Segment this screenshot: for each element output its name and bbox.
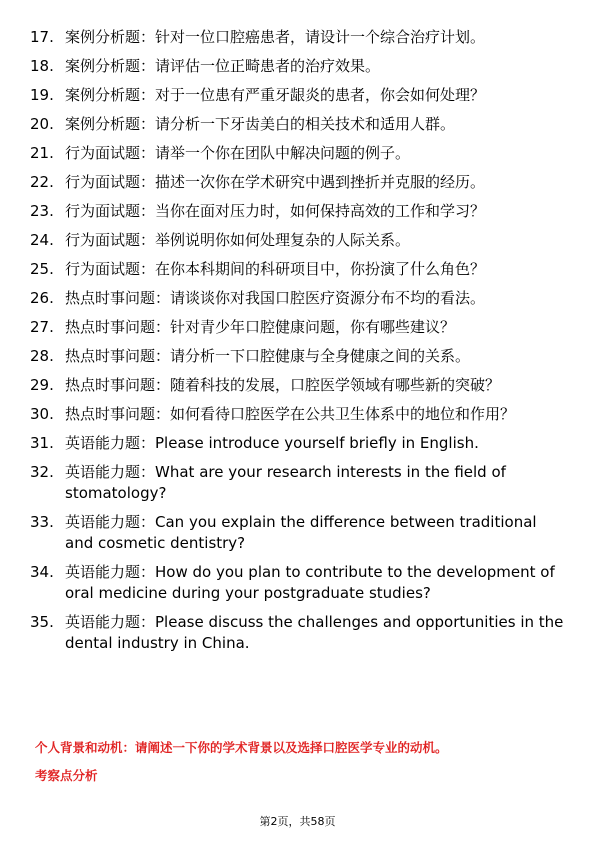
question-category: 英语能力题：	[65, 463, 156, 481]
question-number: 24.	[30, 231, 54, 249]
question-item	[30, 56, 565, 77]
question-item	[30, 143, 565, 164]
question-item	[30, 288, 565, 309]
question-category: 热点时事问题：	[65, 318, 171, 336]
question-text: 当你在面对压力时，如何保持高效的工作和学习？	[155, 202, 486, 220]
question-item	[30, 562, 565, 604]
question-number: 23.	[30, 202, 54, 220]
question-text: How do you plan to contribute to the development of oral medicine during your postgraduate studies?	[65, 563, 555, 602]
question-text: Please introduce yourself briefly in English.	[155, 434, 479, 452]
question-number: 22.	[30, 173, 54, 191]
question-text: 对于一位患有严重牙龈炎的患者，你会如何处理？	[155, 86, 486, 104]
question-item	[30, 259, 565, 280]
question-category: 行为面试题：	[65, 202, 156, 220]
question-category: 案例分析题：	[65, 86, 156, 104]
question-item	[30, 85, 565, 106]
question-number: 17.	[30, 28, 54, 46]
question-item	[30, 201, 565, 222]
question-category: 行为面试题：	[65, 231, 156, 249]
question-category: 案例分析题：	[65, 115, 156, 133]
question-text: 在你本科期间的科研项目中，你扮演了什么角色？	[155, 260, 486, 278]
question-text: Can you explain the difference between traditional and cosmetic dentistry?	[65, 513, 537, 552]
question-category: 热点时事问题：	[65, 376, 171, 394]
question-text: 如何看待口腔医学在公共卫生体系中的地位和作用？	[170, 405, 516, 423]
section-subheading: 考察点分析	[35, 768, 98, 783]
question-category: 英语能力题：	[65, 434, 156, 452]
question-category: 行为面试题：	[65, 260, 156, 278]
question-item	[30, 317, 565, 338]
question-text: 举例说明你如何处理复杂的人际关系。	[155, 231, 411, 249]
question-number: 20.	[30, 115, 54, 133]
question-category: 英语能力题：	[65, 563, 156, 581]
question-category: 行为面试题：	[65, 173, 156, 191]
section-highlight: 个人背景和动机：请阐述一下你的学术背景以及选择口腔医学专业的动机。	[35, 740, 448, 755]
question-number: 28.	[30, 347, 54, 365]
question-item	[30, 346, 565, 367]
question-category: 热点时事问题：	[65, 347, 171, 365]
question-item	[30, 27, 565, 48]
question-item	[30, 404, 565, 425]
question-text: 请评估一位正畸患者的治疗效果。	[155, 57, 381, 75]
question-number: 34.	[30, 563, 54, 581]
question-text: 描述一次你在学术研究中遇到挫折并克服的经历。	[155, 173, 486, 191]
question-category: 热点时事问题：	[65, 405, 171, 423]
question-category: 行为面试题：	[65, 144, 156, 162]
question-category: 案例分析题：	[65, 57, 156, 75]
question-item	[30, 114, 565, 135]
question-number: 30.	[30, 405, 54, 423]
question-text: 随着科技的发展，口腔医学领域有哪些新的突破？	[170, 376, 501, 394]
question-category: 案例分析题：	[65, 28, 156, 46]
question-text: What are your research interests in the field of stomatology?	[65, 463, 506, 502]
question-text: 针对青少年口腔健康问题，你有哪些建议？	[170, 318, 456, 336]
question-item	[30, 462, 565, 504]
question-number: 25.	[30, 260, 54, 278]
question-number: 26.	[30, 289, 54, 307]
question-number: 27.	[30, 318, 54, 336]
question-text: 请谈谈你对我国口腔医疗资源分布不均的看法。	[170, 289, 486, 307]
question-text: 请举一个你在团队中解决问题的例子。	[155, 144, 411, 162]
question-number: 21.	[30, 144, 54, 162]
question-number: 29.	[30, 376, 54, 394]
question-category: 热点时事问题：	[65, 289, 171, 307]
question-text: 针对一位口腔癌患者，请设计一个综合治疗计划。	[155, 28, 486, 46]
question-item	[30, 612, 565, 654]
question-text: 请分析一下口腔健康与全身健康之间的关系。	[170, 347, 471, 365]
question-item	[30, 512, 565, 554]
question-number: 19.	[30, 86, 54, 104]
question-number: 18.	[30, 57, 54, 75]
question-item	[30, 375, 565, 396]
page-footer: 第2页，共58页	[259, 815, 336, 828]
question-text: 请分析一下牙齿美白的相关技术和适用人群。	[155, 115, 456, 133]
question-number: 32.	[30, 463, 54, 481]
question-category: 英语能力题：	[65, 613, 156, 631]
question-number: 33.	[30, 513, 54, 531]
question-item	[30, 172, 565, 193]
question-number: 35.	[30, 613, 54, 631]
question-item	[30, 433, 565, 454]
question-category: 英语能力题：	[65, 513, 156, 531]
question-text: Please discuss the challenges and opportunities in the dental industry in China.	[65, 613, 564, 652]
question-list	[30, 27, 565, 662]
question-number: 31.	[30, 434, 54, 452]
question-item	[30, 230, 565, 251]
